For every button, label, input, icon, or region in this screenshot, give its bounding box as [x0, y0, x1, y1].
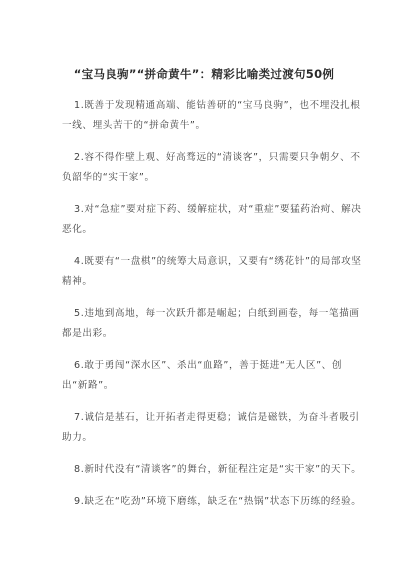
list-item: 5.违地到高地，每一次跃升都是崛起；白纸到画卷，每一笔描画都是出彩。: [62, 308, 360, 339]
item-list: [62, 96, 362, 524]
document-title: “宝马良驹”“拼命黄牛”：精彩比喻类过渡句50例: [73, 67, 335, 81]
list-item: 8.新时代没有“清谈客”的舞台，新征程注定是“实干家”的天下。: [74, 464, 362, 475]
list-item: 1.既善于发现精通高端、能钻善研的“宝马良驹”，也不埋没扎根一线、埋头苦干的“拼命黄牛”。: [62, 100, 361, 131]
list-item: 2.容不得作壁上观、好高骛远的“清谈客”，只需要只争朝夕、不负韶华的“实干家”。: [62, 152, 361, 183]
list-item: 6.敢于勇闯“深水区”、杀出“血路”，善于挺进“无人区”、创出“新路”。: [62, 360, 343, 391]
list-item: 3.对“急症”要对症下药、缓解症状，对“重症”要猛药治疴、解决恶化。: [62, 204, 362, 235]
list-item: 7.诚信是基石，让开拓者走得更稳；诚信是磁铁，为奋斗者吸引助力。: [62, 412, 360, 443]
list-item: 9.缺乏在“吃劲”环境下磨练，缺乏在“热锅”状态下历练的经验。: [74, 496, 362, 507]
list-item: 4.既要有“一盘棋”的统筹大局意识，又要有“绣花针”的局部攻坚精神。: [62, 256, 362, 287]
